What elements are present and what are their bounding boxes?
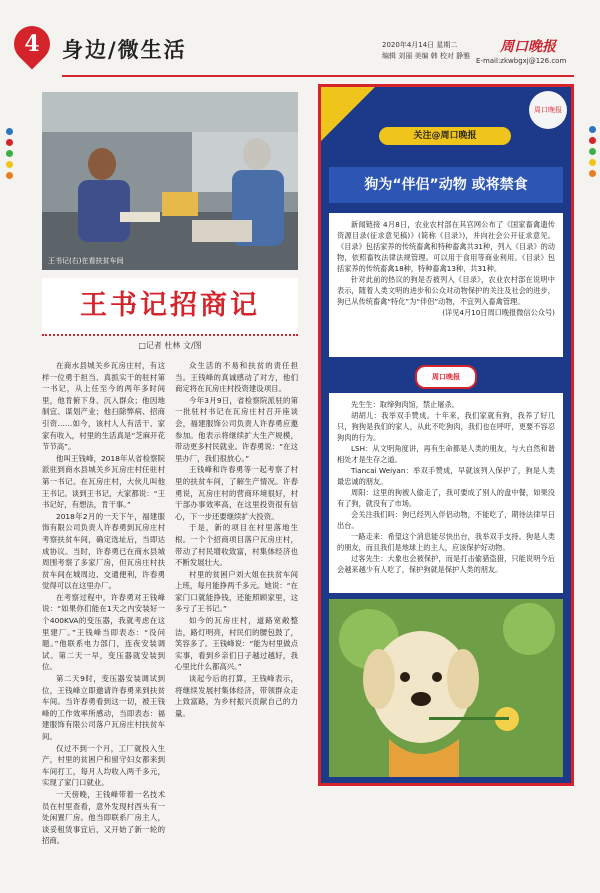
comment: 过客先生：大象也会被保护，而是打击偷猎盗猎，只能说明今后会越来越少有人吃了，保护狗就是保护人类的朋友。: [337, 554, 555, 574]
article-column-2: [175, 360, 298, 719]
paragraph: 今年3月9日，省检察院派驻的第一批驻村书记在瓦房庄村召开座谈会，福建服饰公司负责人许春勇应邀参加。他表示将继续扩大生产规模，带动更多村民就业。许春勇说：“在这里办厂，我们很放心。”: [175, 395, 298, 463]
left-color-dots: [6, 128, 13, 183]
paragraph: 他叫王钱峰，2018年从省检察院派驻到商水县城关乡瓦房庄村任驻村第一书记。在瓦房庄村，大伙儿叫他王书记。谈到王书记，大家都说：“王书记好，有想法，肯干事。”: [42, 453, 165, 510]
paragraph: 新闻链接 4月8日，农业农村部在其官网公布了《国家畜禽遗传资源目录(征求意见稿)》(简称《目录》)，并向社会公开征求意见。《目录》包括家养的传统畜禽和特种畜禽共31种，列入《目录》的动物，依照畜牧法律法规管理。可以用于食用等商业利用。《目录》包括家养的传统畜禽18种，特种畜禽13种，共31种。: [337, 220, 555, 273]
section-title: 身边/微生活: [62, 37, 187, 62]
dog-photo: [329, 599, 563, 777]
workshop-photo-illustration: [42, 92, 298, 270]
issue-date: 2020年4月14日 星期二: [382, 41, 458, 49]
corner-triangle: [321, 87, 375, 141]
comment: LSH：从文明角度讲，再有生命都是人类的朋友，与大自然和谐相处才是生存之道。: [337, 444, 555, 464]
comment: 周阳：这里的狗被人偷走了，我可要成了别人的盘中餐，如果没有了狗，就没有了市场。: [337, 488, 555, 508]
follow-tag: 关注@周口晚报: [379, 127, 511, 145]
newspaper-badge: 周口晚报: [415, 365, 477, 389]
reader-comments-box: [329, 393, 563, 593]
paragraph: 在考察过程中，许春勇对王钱峰说：“如果你们能在1天之内安装好一个400KVA的变压器，我就考虑在这里建厂。”王钱峰当即表态：“没问题。”他联系电力部门，连夜安装调试。第二天一早，变压器就安装到位。: [42, 592, 165, 672]
newspaper-logo: 周口晚报: [500, 39, 556, 55]
article-headline: 王书记招商记: [80, 290, 260, 321]
paragraph: 如今的瓦房庄村，道路宽敞整洁，路灯明亮，村民们的腰包鼓了，笑容多了。王钱峰说：“能为村里做点实事，看到乡亲们日子越过越好，我心里比什么都高兴。”: [175, 616, 298, 672]
paragraph: 众生活的不易和扶贫的责任担当。王钱峰的真诚感动了对方，他们商定将在瓦房庄村投资建设项目。: [175, 361, 298, 394]
comment: 一路走来：希望这个消息能尽快出台，我举双手支持。狗是人类的朋友，而且我们是地球上的主人，应该保护好动物。: [337, 532, 555, 552]
comment: Tiancai Weiyan：举双手赞成，早就该列入保护了，狗是人类最忠诚的朋友。: [337, 466, 555, 486]
header-rule: [62, 75, 574, 77]
paragraph: 于是，新的项目在村里落地生根。一个个招商项目落户瓦房庄村，带动了村民增收致富，村集体经济也不断发展壮大。: [175, 523, 298, 568]
paragraph: 谈起今后的打算，王钱峰表示，将继续发展村集体经济，带领群众走上致富路，为乡村振兴贡献自己的力量。: [175, 674, 298, 718]
sidebar-title: 狗为“伴侣”动物 或将禁食: [329, 167, 563, 203]
paragraph: 村里的贫困户刘大姐在扶贫车间上班，每月能挣两千多元。她说：“在家门口就能挣钱，还能照顾家里，这多亏了王书记。”: [175, 569, 298, 614]
article-photo: [42, 92, 298, 270]
photo-caption: 王书记(右)在看扶贫车间: [48, 257, 124, 265]
article-byline: □记者 杜林 文/图: [138, 341, 202, 350]
headline-box: [42, 278, 298, 336]
paragraph: 在商水县城关乡瓦房庄村，有这样一位勇于担当、真抓实干的驻村第一书记，从上任至今的两年多时间里，他肯俯下身、沉入群众；他因地制宜、谋划产业；他扫除弊病、招商引资……如今，该村人人有活干、家家有收入，村里的生活真是“芝麻开花节节高”。: [42, 361, 165, 452]
header-meta: [382, 40, 470, 62]
contact-email: E-mail:zkwbgxj@126.com: [476, 57, 567, 65]
staff-credits: 编辑 刘丽 美编 韩 校对 静雅: [382, 52, 471, 60]
news-link-box: [329, 213, 563, 357]
paragraph: 2018年2月的一天下午，福建服饰有限公司负责人许春勇到瓦房庄村考察扶贫车间，确定选址后，当即达成协议。当时，许春勇已在商水县城周围考察了多家厂房，但瓦房庄村扶贫车间在城周边、交通便利，许春勇觉得可以在这里办厂。: [42, 511, 165, 591]
sidebar-panel: [318, 84, 574, 786]
right-color-dots: [589, 126, 596, 181]
article-body: [42, 360, 298, 846]
comment: 胡胡儿：我举双手赞成。十年来，我们家就有狗，我养了好几只，狗狗是我们的家人，从此不吃狗肉，我们也在呼吁，更要不容忍狗肉的行为。: [337, 411, 555, 442]
mascot-icon: 周口晚报: [529, 91, 567, 129]
comment: 先生生：取缔狗肉馆，禁止屠杀。: [351, 400, 459, 409]
paragraph: 一天傍晚，王钱峰带着一名技术员在村里查看，意外发现村西头有一处闲置厂房。他当即联系厂房主人，谈妥租赁事宜后，又开始了新一轮的招商。: [42, 789, 165, 846]
paragraph: 仅过不到一个月，工厂就投入生产，村里的贫困户和留守妇女都来到车间打工，每月人均收入两千多元，实现了家门口就业。: [42, 743, 165, 788]
paragraph: 第二天9时，变压器安装调试到位，王钱峰立即邀请许春勇来到扶贫车间。当许春勇看到这一切，被王钱峰的工作效率所感动，当即表态：福建服饰有限公司落户瓦房庄村扶贫车间。: [42, 674, 165, 741]
article-column-1: [42, 360, 165, 847]
puppy-illustration: [329, 599, 563, 777]
comment: 会关注我们吗：狗已经列入伴侣动物，不能吃了，期待法律早日出台。: [337, 510, 555, 530]
paragraph: 针对此前的热议的狗是否被列入《目录》，农业农村部在说明中表示，随着人类文明的进步和公众对动物保护的关注及社会的进步，狗已从传统畜禽“特化”为“伴侣”动物，不宜列入畜禽管理。: [337, 275, 555, 306]
source-note: (详见4月10日周口晚报微信公众号): [442, 308, 555, 317]
paragraph: 王钱峰和许春勇等一起考察了村里的扶贫车间，了解生产情况。许春勇说，瓦房庄村的营商环境很好，村干部办事效率高，在这里投资很有信心，下一步还要继续扩大投资。: [175, 465, 298, 521]
page-number: 4: [24, 31, 40, 57]
